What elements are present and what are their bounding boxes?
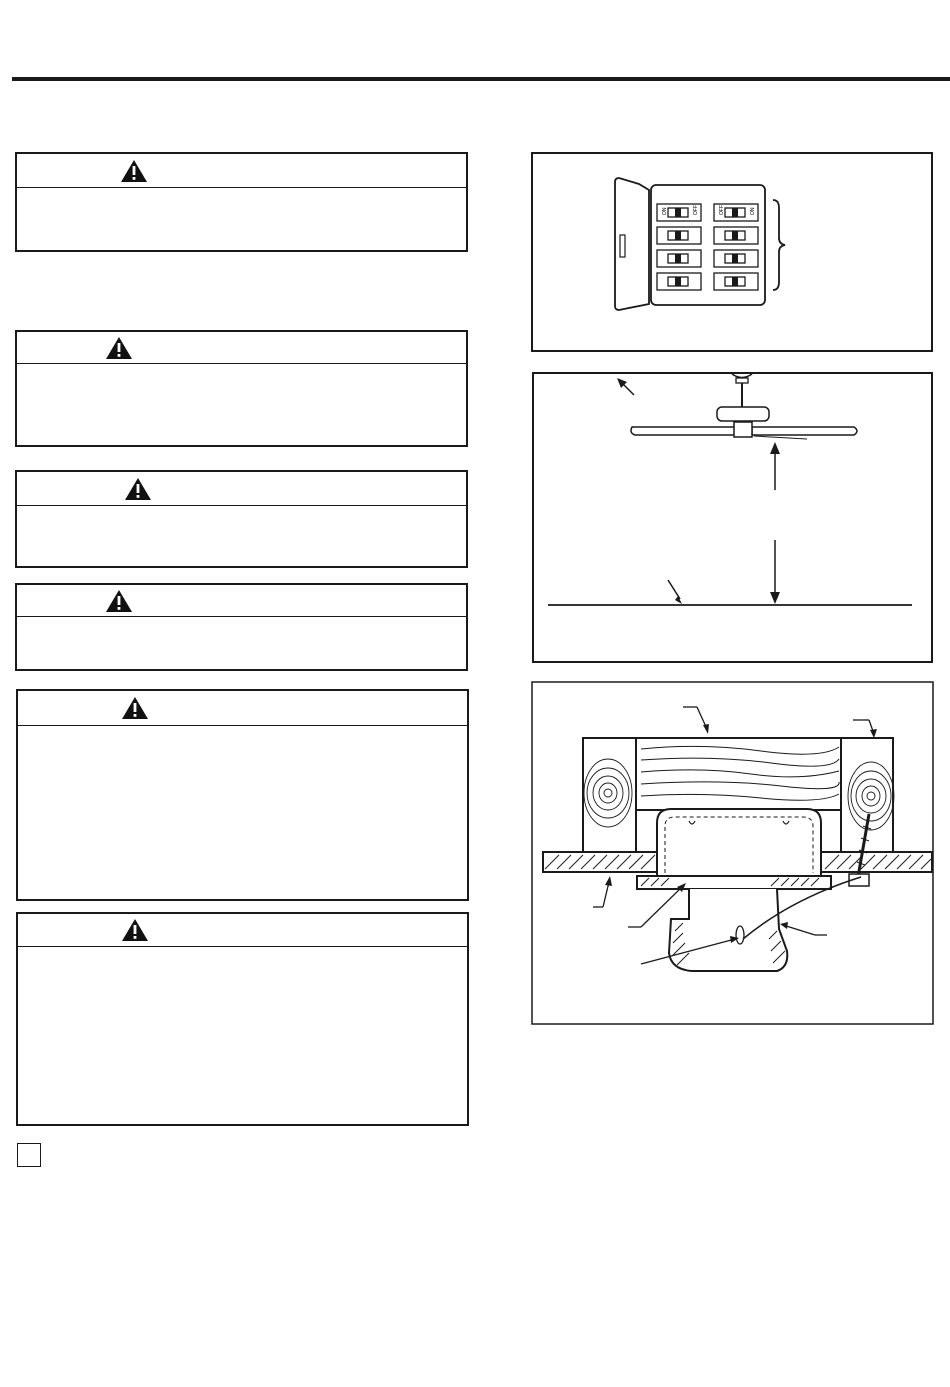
warning-body — [17, 617, 466, 629]
fan-clearance-drawing — [532, 372, 933, 663]
warning-header — [18, 914, 467, 947]
breaker-panel-drawing — [531, 152, 933, 352]
warning-box-3 — [15, 470, 468, 568]
warning-triangle-icon — [105, 336, 133, 360]
warning-body — [18, 947, 467, 959]
fan-motor-housing — [717, 407, 769, 421]
fan-blade-right — [752, 427, 857, 435]
breaker-switch — [714, 273, 758, 290]
warning-header — [17, 332, 466, 364]
breaker-switch — [714, 204, 758, 221]
breaker-switch — [714, 227, 758, 244]
fan-hub — [734, 422, 752, 437]
breaker-switch — [657, 273, 701, 290]
breaker-label-off: OFF — [693, 205, 699, 215]
breaker-label-on: ON — [662, 207, 668, 215]
warning-triangle-icon — [121, 918, 149, 942]
warning-header — [17, 154, 466, 188]
warning-triangle-icon — [124, 477, 152, 501]
figure-breaker-panel — [531, 152, 933, 352]
outlet-box — [657, 809, 821, 876]
breaker-switch — [657, 227, 701, 244]
warning-triangle-icon — [120, 159, 148, 183]
warning-triangle-icon — [105, 589, 133, 613]
warning-box-5 — [16, 689, 469, 901]
mounting-bracket — [637, 876, 831, 889]
breaker-switch — [657, 204, 701, 221]
step-checkbox[interactable] — [17, 1143, 41, 1167]
warning-header — [18, 691, 467, 726]
breaker-switch — [657, 250, 701, 267]
svg-text:OFF: OFF — [719, 205, 725, 215]
warning-body — [17, 506, 466, 518]
warning-body — [17, 364, 466, 376]
warning-header — [17, 585, 466, 617]
warning-triangle-icon — [121, 696, 149, 720]
warning-box-1 — [15, 152, 468, 252]
header-rule — [12, 77, 950, 81]
breaker-switch — [714, 250, 758, 267]
fan-blade-left — [631, 427, 737, 435]
warning-box-2 — [15, 330, 468, 447]
figure-outlet-box-mount — [531, 681, 934, 1025]
warning-header — [17, 472, 466, 506]
joist-left — [583, 738, 636, 852]
warning-body — [17, 188, 466, 200]
warning-body — [18, 726, 467, 738]
warning-box-4 — [15, 583, 468, 671]
figure-fan-clearance — [532, 372, 933, 663]
svg-text:ON: ON — [750, 207, 756, 215]
warning-box-6 — [16, 912, 469, 1126]
outlet-box-drawing — [531, 681, 934, 1025]
